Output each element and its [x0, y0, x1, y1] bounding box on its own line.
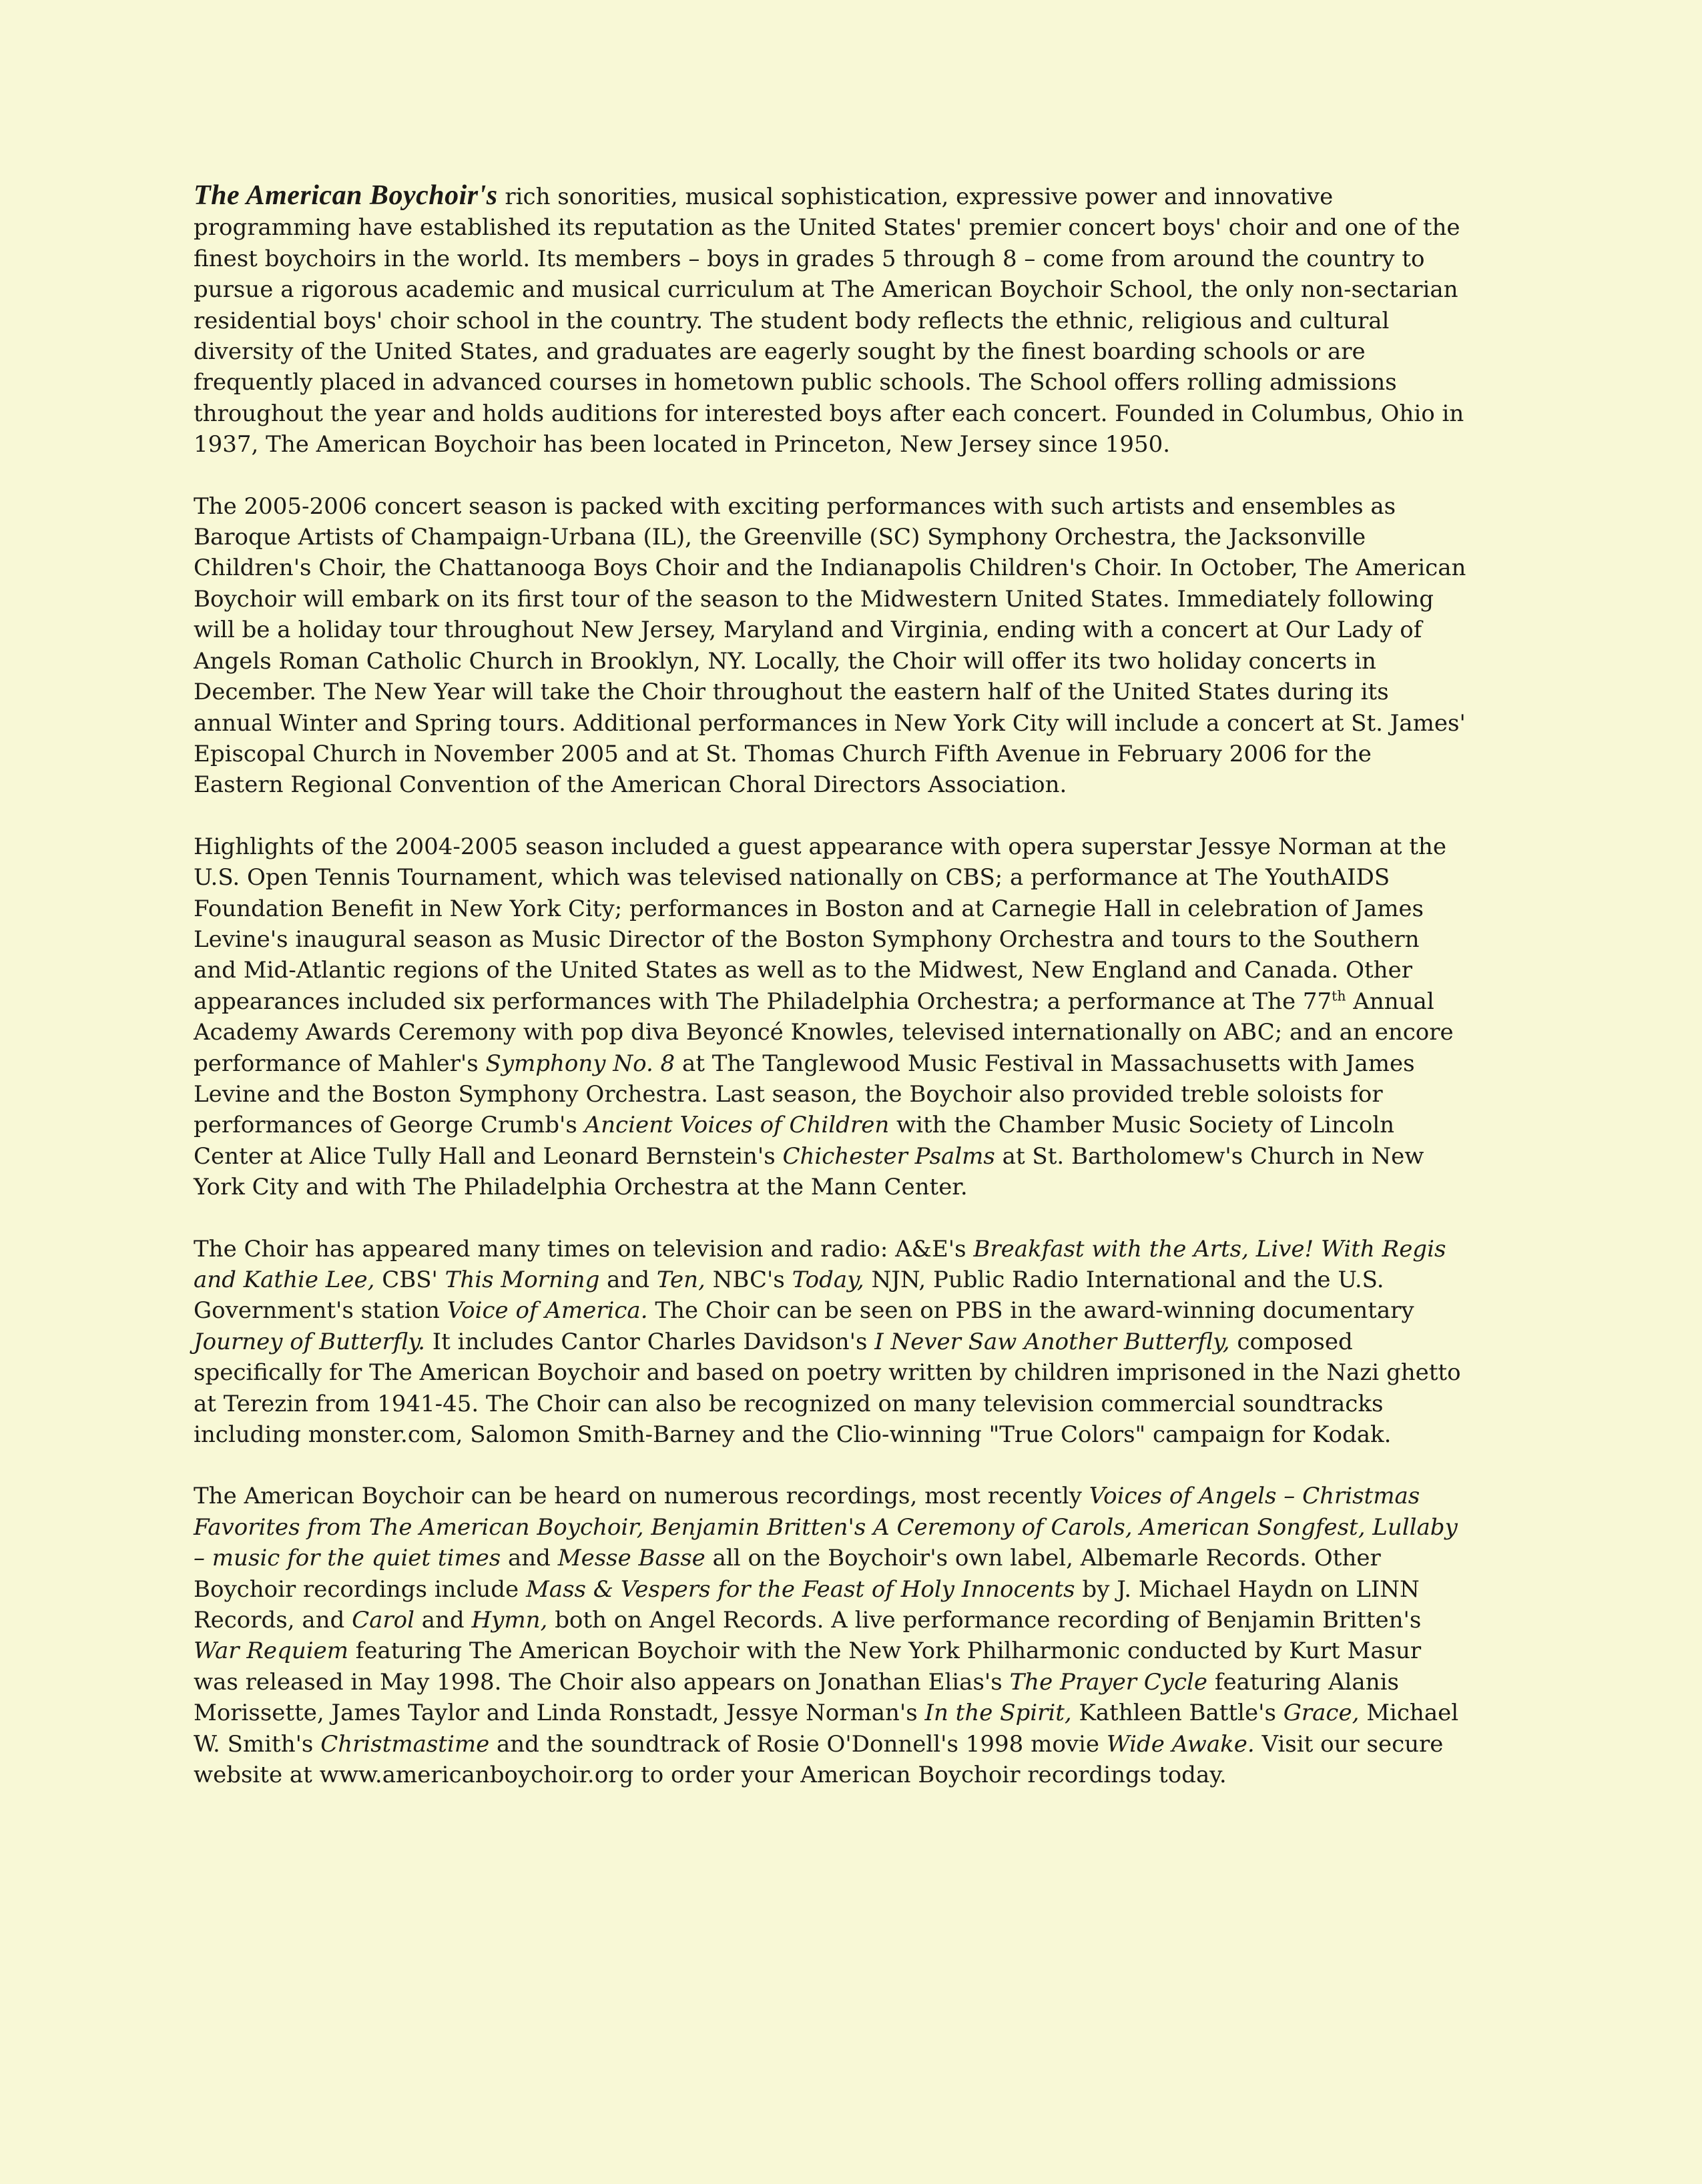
- work-title: Symphony No. 8: [485, 1050, 675, 1077]
- text-run: at The Tanglewood Music Festival in Massachusetts with James Levine and the Boston Symphony Orchestra. Last season, the Boychoir also provided treble soloists for performances of George Crumb's: [194, 1050, 1415, 1139]
- work-title: Voices of Angels – Christmas Favorites from The American Boychoir, Benjamin Britten's A Ceremony of Carols, American Songfest, Lullaby – music for the quiet times: [194, 1483, 1458, 1572]
- work-title: Mass & Vespers for the Feast of Holy Innocents: [525, 1575, 1075, 1603]
- paragraph-text: rich sonorities, musical sophistication, expressive power and innovative programming have established its reputation as the United States' premier concert boys' choir and one of the finest boychoirs in the world. Its members – boys in grades 5 through 8 – come from around the country to pursue a rigorous academic and musical curriculum at The American Boychoir School, the only non-sectarian residential boys' choir school in the country. The student body reflects the ethnic, religious and cultural diversity of the United States, and graduates are eagerly sought by the finest boarding schools or are frequently placed in advanced courses in hometown public schools. The School offers rolling admissions throughout the year and holds auditions for interested boys after each concert. Founded in Columbus, Ohio in 1937, The American Boychoir has been located in Princeton, New Jersey since 1950.: [194, 184, 1464, 458]
- work-title: Chichester Psalms: [782, 1142, 995, 1170]
- work-title: The Prayer Cycle: [1009, 1668, 1208, 1696]
- work-title: Grace,: [1283, 1700, 1360, 1727]
- text-run: CBS': [374, 1266, 445, 1293]
- work-title: In the Spirit,: [924, 1700, 1072, 1727]
- text-run: featuring The American Boychoir with the New York Philharmonic conducted by Kurt Masur was released in May 1998. The Choir also appears on Jonathan Elias's: [194, 1637, 1422, 1696]
- text-run: all on the Boychoir's own label, Albemarle Records. Other Boychoir recordings include: [194, 1545, 1381, 1603]
- text-run: both on Angel Records. A live performance recording of Benjamin Britten's: [547, 1607, 1422, 1634]
- work-title: Breakfast with the Arts, Live! With Regis and Kathie Lee,: [194, 1235, 1446, 1293]
- text-run: and: [599, 1266, 657, 1293]
- work-title: Ancient Voices of Children: [584, 1112, 890, 1139]
- text-run: Michael W. Smith's: [194, 1700, 1459, 1758]
- text-run: The American Boychoir can be heard on numerous recordings, most recently: [194, 1483, 1089, 1510]
- text-run: composed specifically for The American Boychoir and based on poetry written by children imprisoned in the Nazi ghetto at Terezin from 1941-45. The Choir can also be recognized on many television commercial soundtracks including monster.com, Salomon Smith-Barney and the Clio-winning "True Colors" campaign for Kodak.: [194, 1328, 1461, 1449]
- work-title: Carol: [352, 1607, 414, 1634]
- paragraph-television-radio: [194, 1234, 1468, 1451]
- work-title: Voice of America.: [447, 1297, 648, 1325]
- work-title: Messe Basse: [557, 1545, 705, 1572]
- document-body: [194, 180, 1468, 1822]
- work-title: Ten,: [656, 1266, 705, 1293]
- text-run: Highlights of the 2004-2005 season included a guest appearance with opera superstar Jessye Norman at the U.S. Open Tennis Tournament, which was televised nationally on CBS; a performance at The YouthAIDS Foundation Benefit in New York City; performances in Boston and at Carnegie Hall in celebration of James Levine's inaugural season as Music Director of the Boston Symphony Orchestra and tours to the Southern and Mid-Atlantic regions of the United States as well as to the Midwest, New England and Canada. Other appearances included six performances with The Philadelphia Orchestra; a performance at The 77: [194, 833, 1446, 1015]
- work-title: Wide Awake.: [1106, 1730, 1255, 1758]
- text-run: Visit our secure website at www.americanboychoir.org to order your American Boychoir recordings today.: [194, 1730, 1444, 1789]
- ordinal-suffix: th: [1332, 988, 1346, 1004]
- text-run: It includes Cantor Charles Davidson's: [424, 1328, 875, 1355]
- text-run: and the soundtrack of Rosie O'Donnell's 1998 movie: [489, 1730, 1107, 1758]
- text-run: NJN, Public Radio International and the U.S. Government's station: [194, 1266, 1384, 1325]
- text-run: at St. Bartholomew's Church in New York City and with The Philadelphia Orchestra at the Mann Center.: [194, 1142, 1424, 1201]
- text-run: NBC's: [705, 1266, 792, 1293]
- work-title: I Never Saw Another Butterfly,: [874, 1328, 1230, 1355]
- text-run: Annual Academy Awards Ceremony with pop diva Beyoncé Knowles, televised internationally on ABC; and an encore performance of Mahler's: [194, 988, 1454, 1077]
- work-title: Hymn,: [471, 1607, 548, 1634]
- paragraph-about: [194, 180, 1468, 460]
- text-run: Kathleen Battle's: [1071, 1700, 1284, 1727]
- work-title: Christmastime: [320, 1730, 490, 1758]
- paragraph-recordings: [194, 1481, 1468, 1790]
- text-run: by J. Michael Haydn on LINN Records, and: [194, 1575, 1420, 1634]
- paragraph-text: The 2005-2006 concert season is packed with exciting performances with such artists and ensembles as Baroque Artists of Champaign-Urbana (IL), the Greenville (SC) Symphony Orchestra, the Jacksonville Children's Choir, the Chattanooga Boys Choir and the Indianapolis Children's Choir. In October, The American Boychoir will embark on its first tour of the season to the Midwestern United States. Immediately following will be a holiday tour throughout New Jersey, Maryland and Virginia, ending with a concert at Our Lady of Angels Roman Catholic Church in Brooklyn, NY. Locally, the Choir will offer its two holiday concerts in December. The New Year will take the Choir throughout the eastern half of the United States during its annual Winter and Spring tours. Additional performances in New York City will include a concert at St. James' Episcopal Church in November 2005 and at St. Thomas Church Fifth Avenue in February 2006 for the Eastern Regional Convention of the American Choral Directors Association.: [194, 492, 1466, 799]
- work-title: War Requiem: [194, 1637, 348, 1665]
- text-run: featuring Alanis Morissette, James Taylor and Linda Ronstadt, Jessye Norman's: [194, 1668, 1399, 1727]
- text-run: with the Chamber Music Society of Lincoln Center at Alice Tully Hall and Leonard Bernstein's: [194, 1112, 1395, 1170]
- text-run: The Choir has appeared many times on television and radio: A&E's: [194, 1235, 974, 1262]
- brand-name: The American Boychoir's: [194, 180, 498, 211]
- work-title: This Morning: [445, 1266, 600, 1293]
- work-title: Today,: [792, 1266, 864, 1293]
- paragraph-highlights-2004-2005: [194, 831, 1468, 1203]
- paragraph-season-2005-2006: [194, 491, 1468, 801]
- text-run: The Choir can be seen on PBS in the award-winning documentary: [647, 1297, 1414, 1325]
- text-run: and: [501, 1545, 558, 1572]
- work-title: Journey of Butterfly.: [194, 1328, 425, 1355]
- text-run: and: [414, 1607, 472, 1634]
